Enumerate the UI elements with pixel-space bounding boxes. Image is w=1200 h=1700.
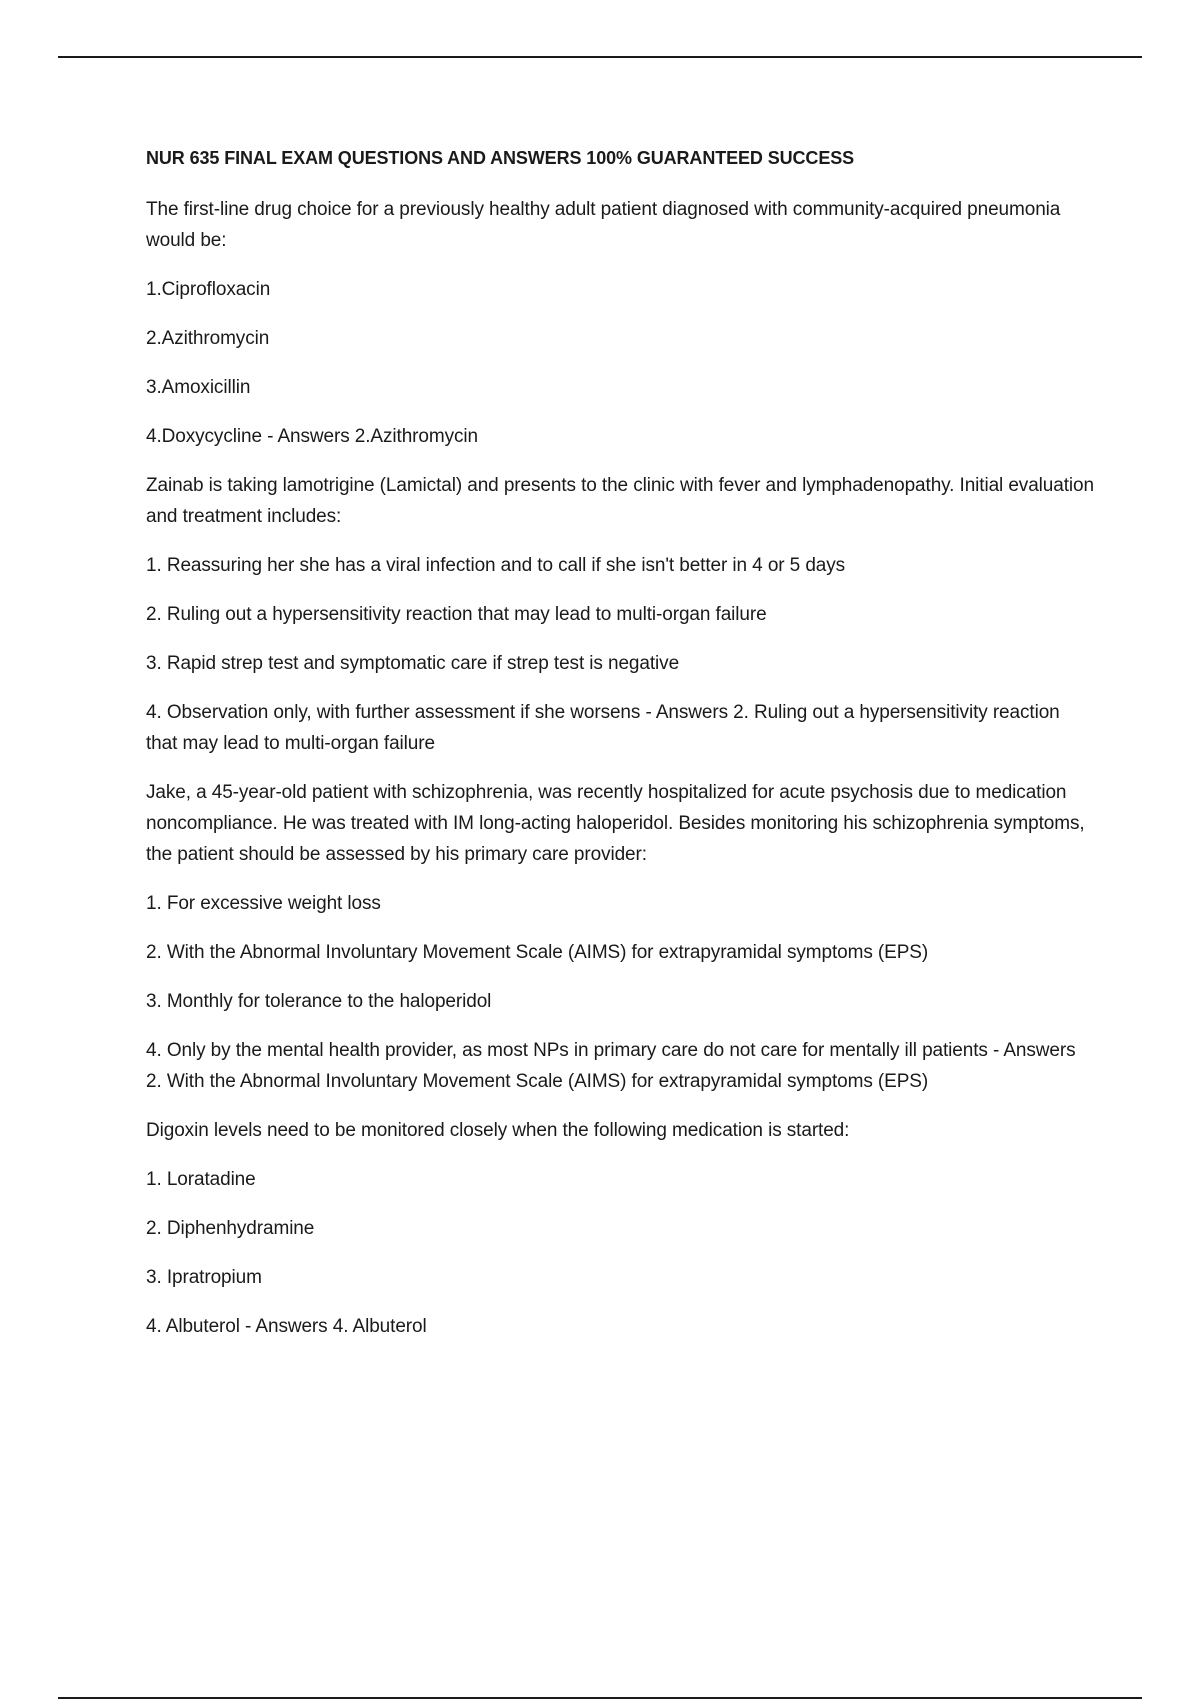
question-block: [146, 194, 1096, 452]
question-block: [146, 1115, 1096, 1342]
answer-option: 1. Loratadine: [146, 1169, 256, 1190]
answer-option: 2. Diphenhydramine: [146, 1218, 315, 1239]
question-stem: Jake, a 45-year-old patient with schizophrenia, was recently hospitalized for acute psychosis due to medication noncompliance. He was treated with IM long-acting haloperidol. Besides monitoring his schizophrenia symptoms, the patient should be assessed by his primary care provider:: [146, 782, 1085, 865]
answer-option: 2.Azithromycin: [146, 328, 270, 349]
answer-option: 4. Albuterol - Answers 4. Albuterol: [146, 1316, 427, 1337]
question-stem: Digoxin levels need to be monitored closely when the following medication is started:: [146, 1120, 850, 1141]
answer-option: 3. Ipratropium: [146, 1267, 262, 1288]
answer-option: 3.Amoxicillin: [146, 377, 251, 398]
answer-option: 1. For excessive weight loss: [146, 893, 381, 914]
question-block: [146, 777, 1096, 1097]
answer-option: 3. Monthly for tolerance to the haloperidol: [146, 991, 492, 1012]
top-rule: [58, 56, 1142, 58]
answer-option: 4.Doxycycline - Answers 2.Azithromycin: [146, 426, 478, 447]
question-stem: Zainab is taking lamotrigine (Lamictal) and presents to the clinic with fever and lymphadenopathy. Initial evaluation and treatment includes:: [146, 475, 1094, 527]
bottom-rule: [58, 1697, 1142, 1699]
answer-option: 4. Only by the mental health provider, as most NPs in primary care do not care for mentally ill patients - Answers 2. With the Abnormal Involuntary Movement Scale (AIMS) for extrapyramidal symptoms (EPS): [146, 1040, 1076, 1092]
question-stem: The first-line drug choice for a previously healthy adult patient diagnosed with community-acquired pneumonia would be:: [146, 199, 1061, 251]
answer-option: 1.Ciprofloxacin: [146, 279, 271, 300]
document-body: [146, 146, 1096, 1360]
document-title: NUR 635 FINAL EXAM QUESTIONS AND ANSWERS 100% GUARANTEED SUCCESS: [146, 148, 855, 168]
answer-option: 4. Observation only, with further assessment if she worsens - Answers 2. Ruling out a hypersensitivity reaction that may lead to multi-organ failure: [146, 702, 1060, 754]
question-block: [146, 470, 1096, 759]
answer-option: 2. With the Abnormal Involuntary Movement Scale (AIMS) for extrapyramidal symptoms (EPS): [146, 942, 929, 963]
answer-option: 1. Reassuring her she has a viral infection and to call if she isn't better in 4 or 5 days: [146, 555, 846, 576]
answer-option: 3. Rapid strep test and symptomatic care if strep test is negative: [146, 653, 680, 674]
answer-option: 2. Ruling out a hypersensitivity reaction that may lead to multi-organ failure: [146, 604, 767, 625]
